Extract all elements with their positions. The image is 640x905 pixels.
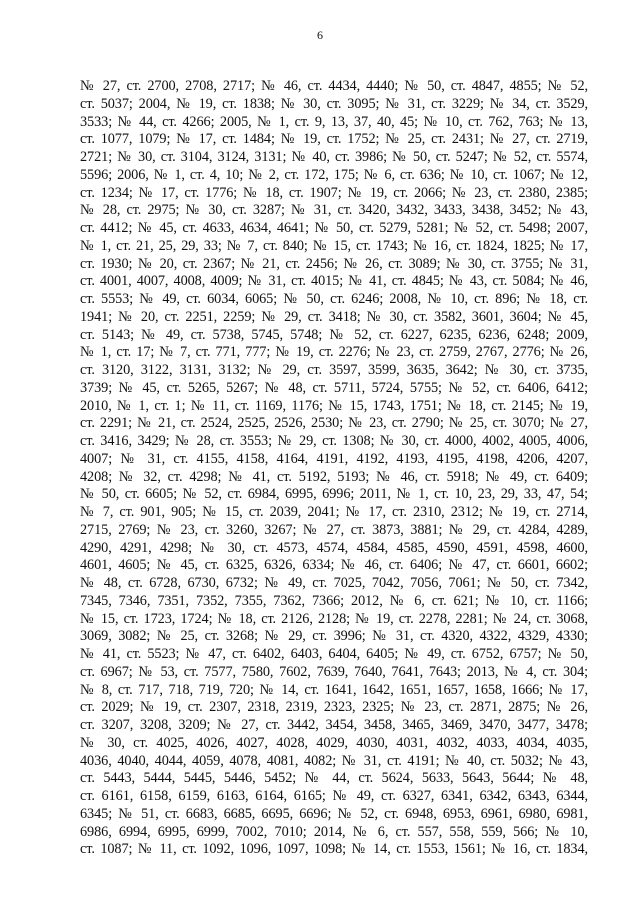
text-line: 6345; № 51, ст. 6683, 6685, 6695, 6696; № 52, ст. 6948, 6953, 6961, 6980, 6981, [80, 805, 588, 822]
text-line: ст. 5037; 2004, № 19, ст. 1838; № 30, ст. 3095; № 31, ст. 3229; № 34, ст. 3529, [80, 95, 588, 112]
text-line: ст. 3416, 3429; № 28, ст. 3553; № 29, ст. 1308; № 30, ст. 4000, 4002, 4005, 4006, [80, 433, 588, 449]
text-line: № 15, ст. 1723, 1724; № 18, ст. 2126, 2128; № 19, ст. 2278, 2281; № 24, ст. 3068, [80, 610, 588, 627]
text-line: № 1, ст. 21, 25, 29, 33; № 7, ст. 840; № 15, ст. 1743; № 16, ст. 1824, 1825; № 17, [80, 237, 588, 254]
text-line: 2715, 2769; № 23, ст. 3260, 3267; № 27, ст. 3873, 3881; № 29, ст. 4284, 4289, [80, 521, 588, 538]
text-line: ст. 1087; № 11, ст. 1092, 1096, 1097, 1098; № 14, ст. 1553, 1561; № 16, ст. 1834, [80, 841, 588, 858]
text-line: 4007; № 31, ст. 4155, 4158, 4164, 4191, 4192, 4193, 4195, 4198, 4206, 4207, [80, 450, 588, 467]
text-line: ст. 3120, 3122, 3131, 3132; № 29, ст. 3597, 3599, 3635, 3642; № 30, ст. 3735, [80, 362, 588, 378]
text-line: 2721; № 30, ст. 3104, 3124, 3131; № 40, ст. 3986; № 50, ст. 5247; № 52, ст. 5574, [80, 149, 588, 165]
text-line: 5596; 2006, № 1, ст. 4, 10; № 2, ст. 172, 175; № 6, ст. 636; № 10, ст. 1067; № 12, [80, 166, 588, 183]
text-line: ст. 1077, 1079; № 17, ст. 1484; № 19, ст. 1752; № 25, ст. 2431; № 27, ст. 2719, [80, 131, 588, 148]
text-line: 6986, 6994, 6995, 6999, 7002, 7010; 2014, № 6, ст. 557, 558, 559, 566; № 10, [80, 823, 588, 840]
text-line: 4208; № 32, ст. 4298; № 41, ст. 5192, 5193; № 46, ст. 5918; № 49, ст. 6409; [80, 468, 588, 485]
text-line: 4036, 4040, 4044, 4059, 4078, 4081, 4082; № 31, ст. 4191; № 40, ст. 5032; № 43, [80, 752, 588, 769]
text-line: ст. 3207, 3208, 3209; № 27, ст. 3442, 3454, 3458, 3465, 3469, 3470, 3477, 3478; [80, 717, 588, 733]
text-line: 1941; № 20, ст. 2251, 2259; № 29, ст. 3418; № 30, ст. 3582, 3601, 3604; № 45, [80, 308, 588, 325]
text-line: № 41, ст. 5523; № 47, ст. 6402, 6403, 6404, 6405; № 49, ст. 6752, 6757; № 50, [80, 646, 588, 662]
text-line: № 27, ст. 2700, 2708, 2717; № 46, ст. 4434, 4440; № 50, ст. 4847, 4855; № 52, [80, 78, 588, 94]
text-line: № 1, ст. 17; № 7, ст. 771, 777; № 19, ст. 2276; № 23, ст. 2759, 2767, 2776; № 26, [80, 344, 588, 361]
text-line: № 48, ст. 6728, 6730, 6732; № 49, ст. 7025, 7042, 7056, 7061; № 50, ст. 7342, [80, 575, 588, 591]
text-line: 4290, 4291, 4298; № 30, ст. 4573, 4574, 4584, 4585, 4590, 4591, 4598, 4600, [80, 539, 588, 556]
text-line: № 50, ст. 6605; № 52, ст. 6984, 6995, 6996; 2011, № 1, ст. 10, 23, 29, 33, 47, 54; [80, 486, 588, 503]
page-number: 6 [317, 28, 323, 42]
text-line: № 30, ст. 4025, 4026, 4027, 4028, 4029, 4030, 4031, 4032, 4033, 4034, 4035, [80, 734, 588, 751]
text-line: ст. 2291; № 21, ст. 2524, 2525, 2526, 2530; № 23, ст. 2790; № 25, ст. 3070; № 27, [80, 415, 588, 432]
text-line: № 8, ст. 717, 718, 719, 720; № 14, ст. 1641, 1642, 1651, 1657, 1658, 1666; № 17, [80, 681, 588, 698]
text-line: ст. 4001, 4007, 4008, 4009; № 31, ст. 4015; № 41, ст. 4845; № 43, ст. 5084; № 46, [80, 273, 588, 290]
text-line: ст. 6161, 6158, 6159, 6163, 6164, 6165; № 49, ст. 6327, 6341, 6342, 6343, 6344, [80, 788, 588, 804]
text-line: ст. 2029; № 19, ст. 2307, 2318, 2319, 2323, 2325; № 23, ст. 2871, 2875; № 26, [80, 699, 588, 716]
text-line: ст. 5143; № 49, ст. 5738, 5745, 5748; № 52, ст. 6227, 6235, 6236, 6248; 2009, [80, 326, 588, 343]
text-line: 4601, 4605; № 45, ст. 6325, 6326, 6334; № 46, ст. 6406; № 47, ст. 6601, 6602; [80, 557, 588, 574]
text-line: ст. 4412; № 45, ст. 4633, 4634, 4641; № 50, ст. 5279, 5281; № 52, ст. 5498; 2007, [80, 220, 588, 236]
text-line: ст. 5443, 5444, 5445, 5446, 5452; № 44, ст. 5624, 5633, 5643, 5644; № 48, [80, 770, 588, 787]
text-line: ст. 1930; № 20, ст. 2367; № 21, ст. 2456; № 26, ст. 3089; № 30, ст. 3755; № 31, [80, 255, 588, 272]
text-line: ст. 1234; № 17, ст. 1776; № 18, ст. 1907; № 19, ст. 2066; № 23, ст. 2380, 2385; [80, 184, 588, 201]
text-line: 3533; № 44, ст. 4266; 2005, № 1, ст. 9, 13, 37, 40, 45; № 10, ст. 762, 763; № 13, [80, 113, 588, 130]
text-line: 3739; № 45, ст. 5265, 5267; № 48, ст. 5711, 5724, 5755; № 52, ст. 6406, 6412; [80, 379, 588, 396]
text-line: 3069, 3082; № 25, ст. 3268; № 29, ст. 3996; № 31, ст. 4320, 4322, 4329, 4330; [80, 628, 588, 645]
legal-citations-text [80, 78, 588, 859]
text-line: 7345, 7346, 7351, 7352, 7355, 7362, 7366; 2012, № 6, ст. 621; № 10, ст. 1166; [80, 592, 588, 609]
text-line: 2010, № 1, ст. 1; № 11, ст. 1169, 1176; № 15, 1743, 1751; № 18, ст. 2145; № 19, [80, 397, 588, 414]
text-line: № 7, ст. 901, 905; № 15, ст. 2039, 2041; № 17, ст. 2310, 2312; № 19, ст. 2714, [80, 504, 588, 520]
text-line: № 28, ст. 2975; № 30, ст. 3287; № 31, ст. 3420, 3432, 3433, 3438, 3452; № 43, [80, 202, 588, 219]
text-line: ст. 6967; № 53, ст. 7577, 7580, 7602, 7639, 7640, 7641, 7643; 2013, № 4, ст. 304; [80, 663, 588, 680]
text-line: ст. 5553; № 49, ст. 6034, 6065; № 50, ст. 6246; 2008, № 10, ст. 896; № 18, ст. [80, 291, 588, 307]
